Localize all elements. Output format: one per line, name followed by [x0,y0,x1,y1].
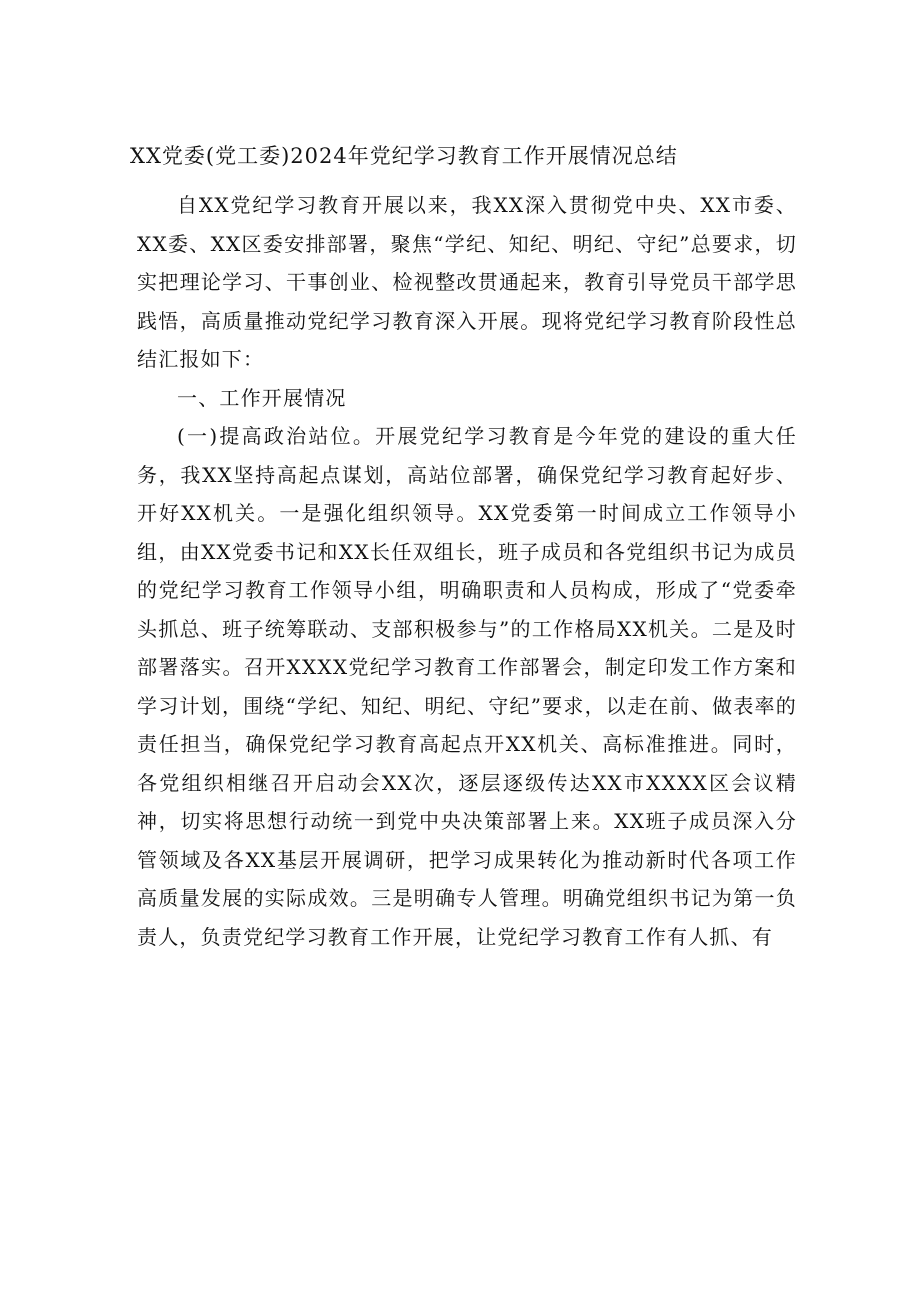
document-title: XX党委(党工委)2024年党纪学习教育工作开展情况总结 [130,144,678,168]
section-heading: 一、工作开展情况 [177,385,347,410]
intro-paragraph: 自XX党纪学习教育开展以来，我XX深入贯彻党中央、XX市委、XX委、XX区委安排部署，聚焦“学纪、知纪、明纪、守纪”总要求，切实把理论学习、干事创业、检视整改贯通起来，教育引导党员干部学思践悟，高质量推动党纪学习教育深入开展。现将党纪学习教育阶段性总结汇报如下： [137,193,797,371]
body-paragraph: (一)提高政治站位。开展党纪学习教育是今年党的建设的重大任务，我XX坚持高起点谋划，高站位部署，确保党纪学习教育起好步、开好XX机关。一是强化组织领导。XX党委第一时间成立工作领导小组，由XX党委书记和XX长任双组长，班子成员和各党组织书记为成员的党纪学习教育工作领导小组，明确职责和人员构成，形成了“党委牵头抓总、班子统筹联动、支部积极参与”的工作格局XX机关。二是及时部署落实。召开XXXX党纪学习教育工作部署会，制定印发工作方案和学习计划，围绕“学纪、知纪、明纪、守纪”要求，以走在前、做表率的责任担当，确保党纪学习教育高起点开XX机关、高标准推进。同时，各党组织相继召开启动会XX次，逐层逐级传达XX市XXXX区会议精神，切实将思想行动统一到党中央决策部署上来。XX班子成员深入分管领域及各XX基层开展调研，把学习成果转化为推动新时代各项工作高质量发展的实际成效。三是明确专人管理。明确党组织书记为第一负责人，负责党纪学习教育工作开展，让党纪学习教育工作有人抓、有 [137,424,797,949]
document-body [137,186,797,956]
